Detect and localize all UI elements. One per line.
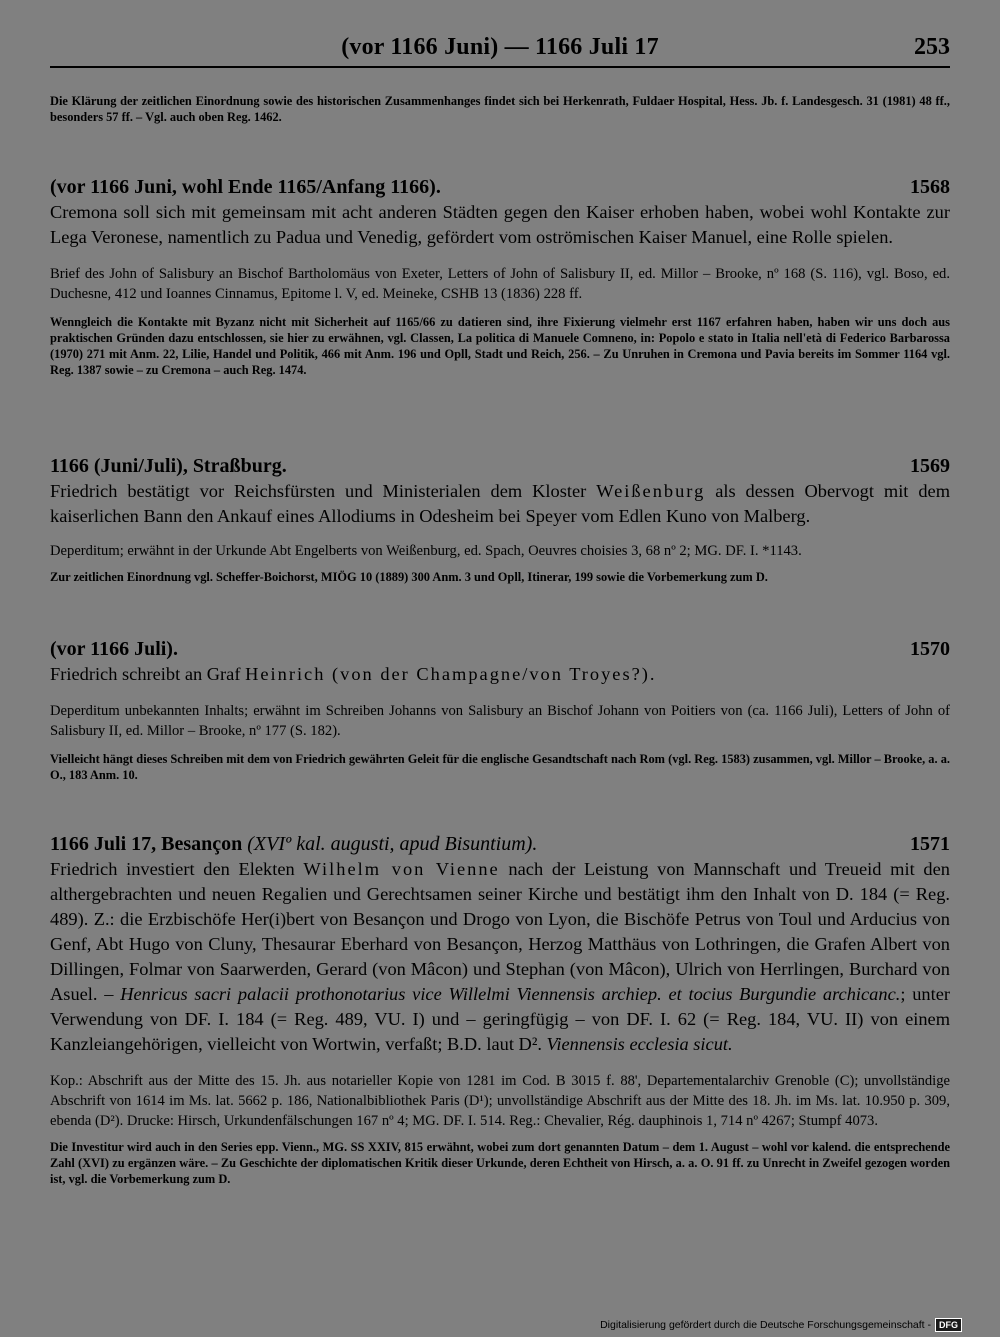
entry-number: 1570 <box>910 638 950 660</box>
entry-date: 1166 (Juni/Juli), Straßburg. <box>50 455 287 477</box>
entry-note: Wenngleich die Kontakte mit Byzanz nicht mit Sicherheit auf 1165/66 zu datieren sind, ihre Fixierung vielmehr erst 1167 erfahren haben, haben wir uns doch aus praktischen Gründen dazu entschlossen, sie hier zu erwähnen, vgl. Classen, La politica di Manuele Comneno, in: Popolo e stato in Italia nell'età di Federico Barbarossa (1970) 271 mit Anm. 22, Lilie, Handel und Politik, 466 mit Anm. 196 und Opll, Stadt und Reich, 256. – Zu Unruhen in Cremona und Pavia bereits im Sommer 1164 vgl. Reg. 1387 sowie – zu Cremona – auch Reg. 1474. <box>50 315 950 377</box>
entry-heading <box>50 453 950 479</box>
entry-date-italic: (XVIº kal. augusti, apud Bisuntium). <box>242 833 538 855</box>
running-title: (vor 1166 Juni) — 1166 Juli 17 <box>341 34 659 60</box>
entry-number: 1571 <box>910 833 950 855</box>
page-header <box>50 34 950 68</box>
entry-number: 1569 <box>910 455 950 477</box>
dfg-logo: DFG <box>935 1318 962 1332</box>
entry-text-part: Friedrich bestätigt vor Reichsfürsten und Ministerialen dem Kloster <box>50 481 597 501</box>
entry-note: Die Investitur wird auch in den Series epp. Vienn., MG. SS XXIV, 815 erwähnt, wobei zum dort genannten Datum – dem 1. August – wohl vor kalend. die entsprechende Zahl (XVI) zu ergänzen wäre. – Zu Geschichte der diplomatischen Kritik dieser Urkunde, deren Echtheit von Hirsch, a. a. O. 91 ff. zu Unrecht in Zweifel gezogen worden ist, vgl. die Vorbemerkung zum D. <box>50 1140 950 1186</box>
entry-note: Vielleicht hängt dieses Schreiben mit dem von Friedrich gewährten Geleit für die englische Gesandtschaft nach Rom (vgl. Reg. 1583) zusammen, vgl. Millor – Brooke, a. a. O., 183 Anm. 10. <box>50 752 950 782</box>
entry-source: Deperditum; erwähnt in der Urkunde Abt Engelberts von Weißenburg, ed. Spach, Oeuvres choisies 3, 68 nº 2; MG. DF. I. *1143. <box>50 543 802 559</box>
intro-note: Die Klärung der zeitlichen Einordnung sowie des historischen Zusammenhanges findet sich bei Herkenrath, Fuldaer Hospital, Hess. Jb. f. Landesgesch. 31 (1981) 48 ff., besonders 57 ff. – Vgl. auch oben Reg. 1462. <box>50 94 950 124</box>
intro-note-block <box>50 93 950 125</box>
entry-1569 <box>50 453 950 585</box>
entry-text <box>50 479 950 529</box>
entry-text-part: Friedrich investiert den Elekten <box>50 859 304 879</box>
entry-date-part: 1166 Juli 17, Besançon <box>50 833 243 855</box>
entry-heading <box>50 831 950 857</box>
entry-heading <box>50 636 950 662</box>
page-number: 253 <box>914 34 950 60</box>
footer-text: Digitalisierung gefördert durch die Deutsche Forschungsgemeinschaft - <box>600 1319 931 1331</box>
entry-text-part: als dessen Obervogt mit dem kaiserlichen Bann den Ankauf eines Allodiums in Odesheim bei Speyer vom Edlen Kuno von Malberg. <box>50 481 950 526</box>
entry-text-part: ; unter Verwendung von DF. I. 184 (= Reg. 489, VU. I) und – geringfügig – von DF. I. 62 (= Reg. 184, VU. II) von einem Kanzleiangehörigen, vielleicht von Wortwin, verfaßt; B.D. laut D². <box>50 984 950 1054</box>
entry-text <box>50 857 950 1057</box>
entry-text-spaced: Heinrich (von der Champagne/von Troyes?). <box>245 664 657 684</box>
entry-source: Brief des John of Salisbury an Bischof Bartholomäus von Exeter, Letters of John of Salisbury II, ed. Millor – Brooke, nº 168 (S. 116), vgl. Boso, ed. Duchesne, 412 und Ioannes Cinnamus, Epitome l. V, ed. Meineke, CSHB 13 (1836) 228 ff. <box>50 266 950 302</box>
entry-date: (vor 1166 Juni, wohl Ende 1165/Anfang 1166). <box>50 176 441 198</box>
entry-source: Kop.: Abschrift aus der Mitte des 15. Jh. aus notarieller Kopie von 1281 im Cod. B 3015 f. 88', Departementalarchiv Grenoble (C); unvollständige Abschrift von 1614 im Ms. lat. 5662 p. 186, Nationalbibliothek Paris (D¹); unvollständige Abschrift aus der Mitte des 18. Jh. im Ms. lat. 10.950 p. 309, ebenda (D²). Drucke: Hirsch, Urkundenfälschungen 167 nº 4; MG. DF. I. 514. Reg.: Chevalier, Rég. dauphinois 1, 714 nº 4267; Stumpf 4073. <box>50 1073 950 1129</box>
entry-text-spaced: Weißenburg <box>596 481 706 501</box>
page-footer <box>600 1318 962 1332</box>
entry-1571 <box>50 831 950 1187</box>
entry-number: 1568 <box>910 176 950 198</box>
entry-1568 <box>50 174 950 378</box>
entry-text-italic: Henricus sacri palacii prothonotarius vice Willelmi Viennensis archiep. et tocius Burgundie archicanc. <box>120 984 901 1004</box>
entry-text-part: Friedrich schreibt an Graf <box>50 664 246 684</box>
entry-text <box>50 662 950 687</box>
entry-text-part: nach der Leistung von Mannschaft und Treueid mit den althergebrachten und neuen Regalien und Gerechtsamen seiner Kirche und bestätigt ihm den Inhalt von D. 184 (= Reg. 489). Z.: die Erzbischöfe Her(i)bert von Besançon und Drogo von Lyon, die Bischöfe Petrus von Toul und Arducius von Genf, Abt Hugo von Cluny, Thesaurar Eberhard von Besançon, Herzog Matthäus von Lothringen, die Grafen Albert von Dillingen, Folmar von Saarwerden, Gerard (von Mâcon) und Stephan (von Mâcon), Ulrich von Herrlingen, Burchard von Asuel. – <box>50 859 950 1004</box>
entry-heading <box>50 174 950 200</box>
entry-text-spaced: Wilhelm von Vienne <box>303 859 500 879</box>
entry-source: Deperditum unbekannten Inhalts; erwähnt im Schreiben Johanns von Salisbury an Bischof Johann von Poitiers von (ca. 1166 Juli), Letters of John of Salisbury II, ed. Millor – Brooke, nº 177 (S. 182). <box>50 703 950 739</box>
entry-text: Cremona soll sich mit gemeinsam mit acht anderen Städten gegen den Kaiser erhoben haben, wobei wohl Kontakte zur Lega Veronese, namentlich zu Padua und Venedig, gefördert vom oströmischen Kaiser Manuel, eine Rolle spielen. <box>50 202 950 247</box>
entry-note: Zur zeitlichen Einordnung vgl. Scheffer-Boichorst, MIÖG 10 (1889) 300 Anm. 3 und Opll, Itinerar, 199 sowie die Vorbemerkung zum D. <box>50 570 768 584</box>
entry-1570 <box>50 636 950 783</box>
entry-date: (vor 1166 Juli). <box>50 638 178 660</box>
entry-text-italic: Viennensis ecclesia sicut. <box>546 1034 733 1054</box>
entry-date <box>50 831 537 857</box>
